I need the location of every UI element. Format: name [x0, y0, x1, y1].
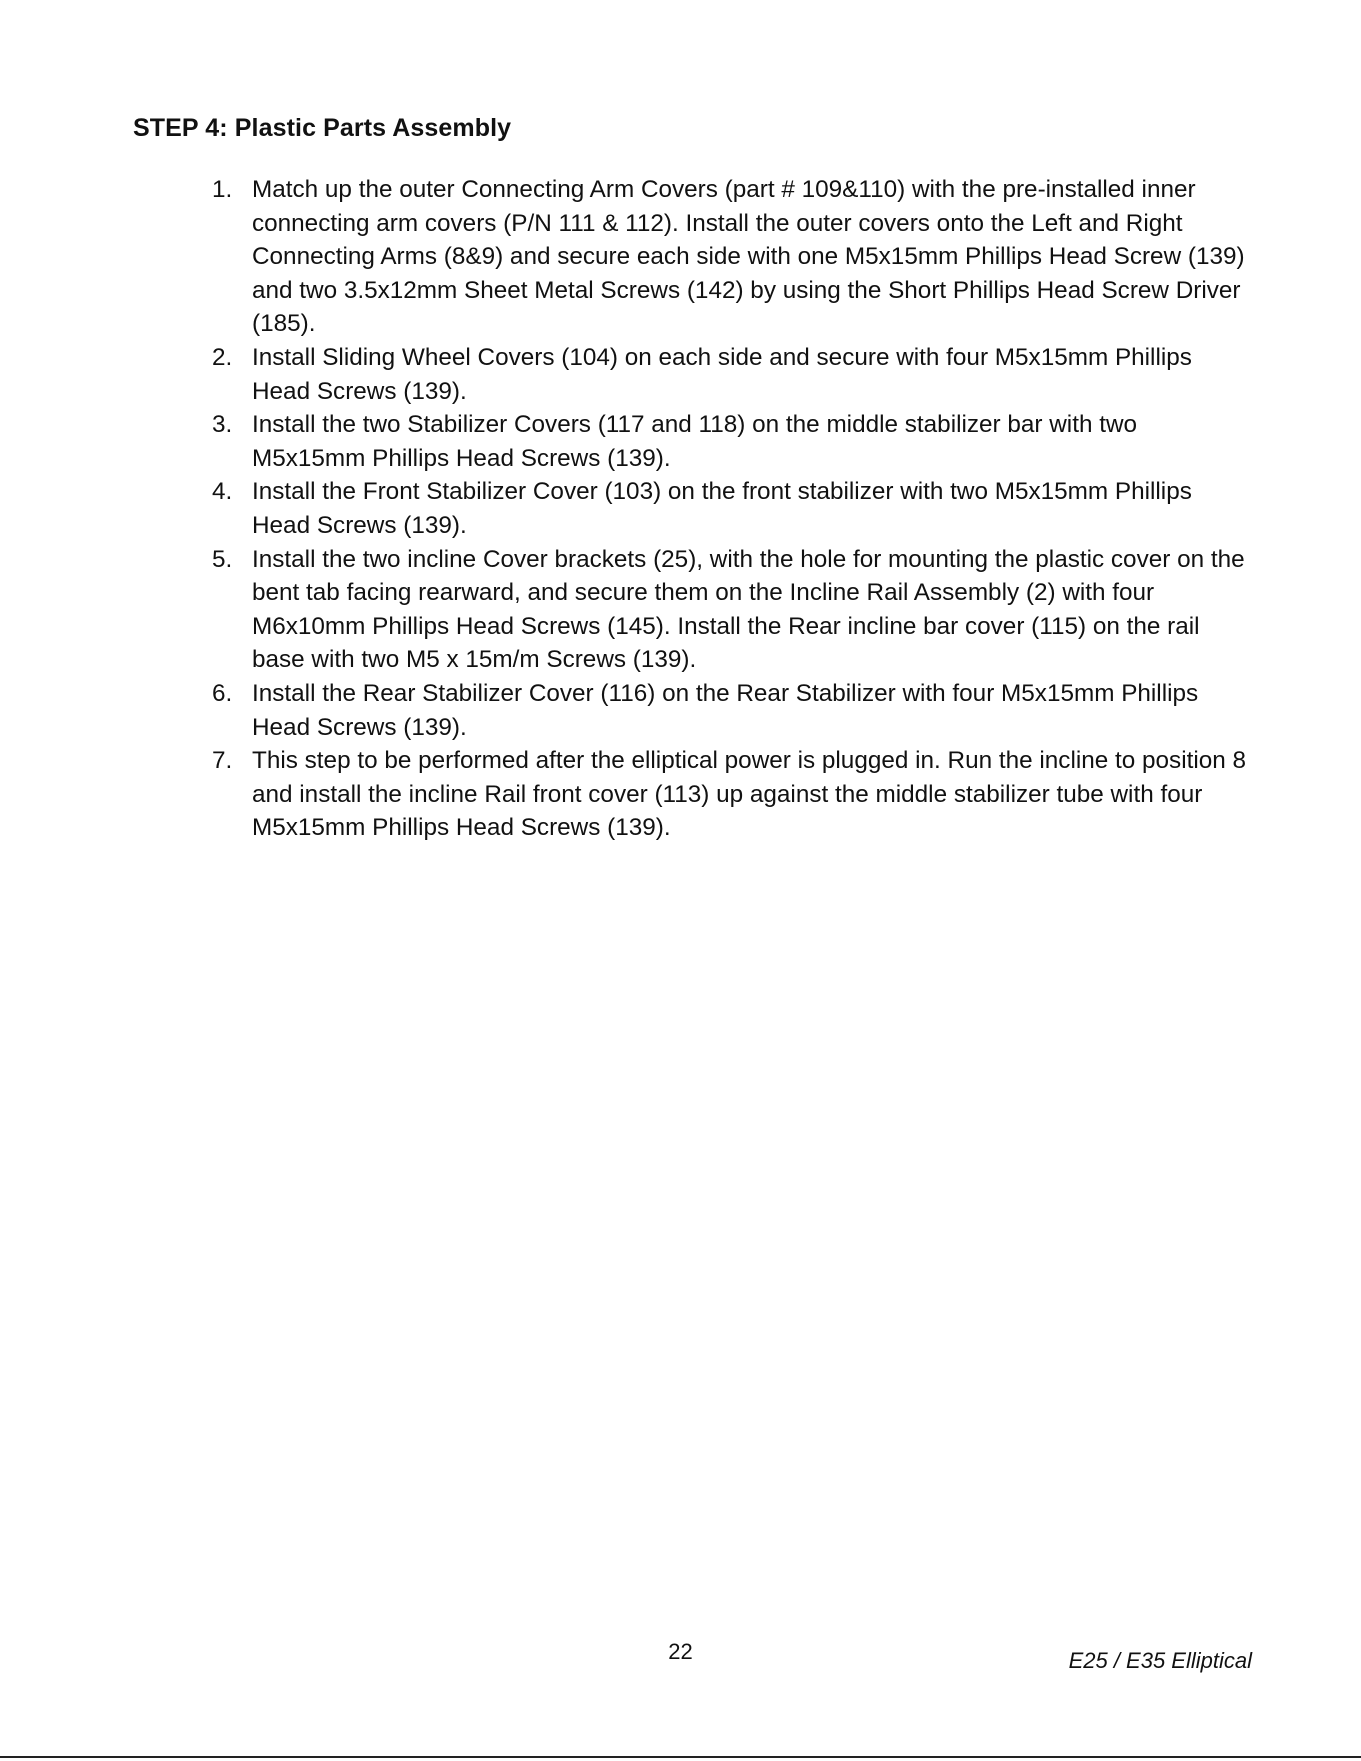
step-item-3: [212, 408, 1252, 475]
step-number: 5.: [212, 545, 233, 573]
footer-model-name: E25 / E35 Elliptical: [1068, 1648, 1252, 1673]
step-text: This step to be performed after the elliptical power is plugged in. Run the incline to position 8 and install the incline Rail front cover (113) up against the middle stabilizer tube with four M5x15mm Phillips Head Screws (139).: [252, 747, 1247, 842]
step-list: [212, 173, 1252, 845]
step-item-1: [212, 173, 1252, 341]
step-item-2: [212, 341, 1252, 408]
step-text: Install the two Stabilizer Covers (117 and 118) on the middle stabilizer bar with two M5x15mm Phillips Head Screws (139).: [252, 411, 1138, 472]
step-number: 7.: [212, 747, 233, 775]
step-number: 2.: [212, 343, 233, 371]
step-item-7: [212, 744, 1252, 845]
step-item-6: [212, 677, 1252, 744]
page-bottom-border: [0, 1756, 1361, 1758]
step-item-5: [212, 543, 1252, 677]
page-number: 22: [668, 1639, 693, 1664]
step-text: Match up the outer Connecting Arm Covers (part # 109&110) with the pre-installed inner connecting arm covers (P/N 111 & 112). Install the outer covers onto the Left and Right Connecting Arms (8&9) and secure each side with one M5x15mm Phillips Head Screw (139) and two 3.5x12mm Sheet Metal Screws (142) by using the Short Phillips Head Screw Driver (185).: [252, 176, 1245, 338]
step-number: 6.: [212, 679, 233, 707]
step-text: Install the two incline Cover brackets (25), with the hole for mounting the plastic cover on the bent tab facing rearward, and secure them on the Incline Rail Assembly (2) with four M6x10mm Phillips Head Screws (145). Install the Rear incline bar cover (115) on the rail base with two M5 x 15m/m Screws (139).: [252, 545, 1245, 674]
step-number: 1.: [212, 176, 233, 203]
step-number: 3.: [212, 411, 233, 439]
step-text: Install the Front Stabilizer Cover (103) on the front stabilizer with two M5x15mm Phillips Head Screws (139).: [252, 478, 1192, 539]
step-text: Install Sliding Wheel Covers (104) on each side and secure with four M5x15mm Phillips Head Screws (139).: [252, 343, 1192, 405]
step-item-4: [212, 475, 1252, 542]
step-heading: STEP 4: Plastic Parts Assembly: [133, 114, 512, 142]
step-text: Install the Rear Stabilizer Cover (116) on the Rear Stabilizer with four M5x15mm Phillips Head Screws (139).: [252, 679, 1199, 741]
step-number: 4.: [212, 478, 233, 506]
